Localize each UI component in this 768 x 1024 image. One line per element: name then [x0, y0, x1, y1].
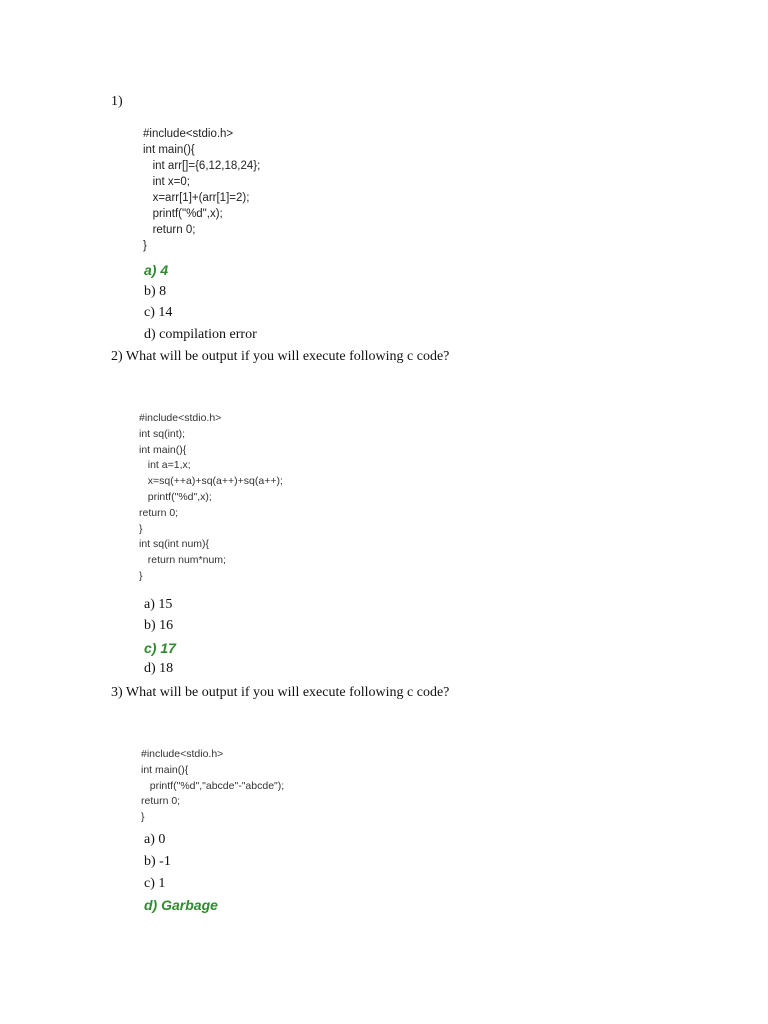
code-line: #include<stdio.h> — [141, 748, 224, 760]
code-line: } — [139, 522, 143, 535]
question-2-prompt: 2) What will be output if you will execute following c code? — [111, 349, 450, 364]
code-line: return 0; — [141, 795, 181, 808]
question-2-option-b: b) 16 — [144, 618, 174, 633]
question-3-option-b: b) -1 — [144, 854, 171, 869]
question-3-option-d: d) Garbage — [144, 897, 218, 913]
code-line: return 0; — [139, 506, 179, 519]
question-1-option-a: a) 4 — [144, 262, 169, 278]
question-1-option-b: b) 8 — [144, 284, 167, 299]
code-line: int sq(int num){ — [139, 538, 210, 551]
question-2-option-a: a) 15 — [144, 597, 173, 612]
code-line: #include<stdio.h> — [139, 412, 222, 424]
question-3-option-a: a) 0 — [144, 832, 166, 847]
code-line: return num*num; — [139, 554, 226, 567]
code-line: int sq(int); — [139, 427, 186, 440]
code-line: } — [141, 811, 145, 824]
code-line: #include<stdio.h> — [143, 128, 234, 140]
code-line: x=arr[1]+(arr[1]=2); — [143, 192, 250, 204]
code-line: int main(){ — [143, 144, 195, 156]
question-1-option-c: c) 14 — [144, 305, 173, 320]
question-2-option-d: d) 18 — [144, 661, 174, 676]
code-line: int arr[]={6,12,18,24}; — [143, 160, 261, 172]
code-line: int main(){ — [141, 763, 189, 776]
code-line: } — [139, 569, 143, 582]
code-line: int a=1,x; — [139, 459, 191, 472]
code-line: printf("%d",x); — [143, 208, 223, 220]
code-line: } — [143, 240, 147, 252]
question-3-option-c: c) 1 — [144, 876, 166, 891]
question-3-code-block — [141, 747, 284, 826]
code-line: int main(){ — [139, 443, 187, 456]
code-line: printf("%d","abcde"-"abcde"); — [141, 779, 285, 792]
question-2-option-c: c) 17 — [144, 640, 176, 656]
code-line: return 0; — [143, 224, 196, 236]
code-line: printf("%d",x); — [139, 490, 212, 503]
question-1-option-d: d) compilation error — [144, 327, 257, 342]
code-line: int x=0; — [143, 176, 190, 188]
question-1-code-block — [143, 126, 260, 254]
code-line: x=sq(++a)+sq(a++)+sq(a++); — [139, 475, 283, 488]
question-3-prompt: 3) What will be output if you will execute following c code? — [111, 685, 450, 700]
question-1-label: 1) — [111, 94, 123, 109]
question-2-code-block — [139, 411, 283, 585]
